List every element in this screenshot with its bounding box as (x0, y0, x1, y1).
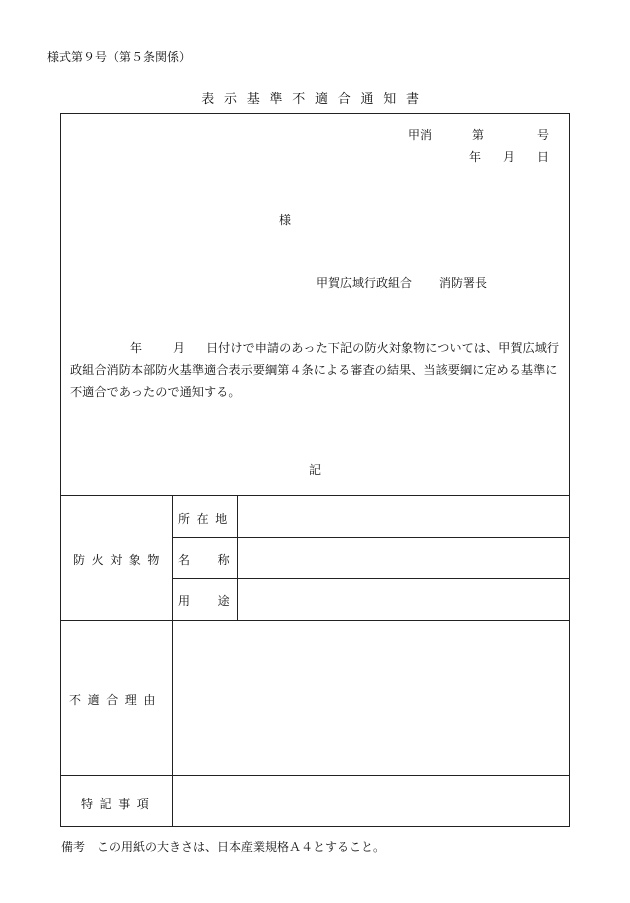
table-top-line (60, 495, 570, 496)
reason-label: 不適合理由 (69, 693, 163, 707)
date-month: 月 (503, 150, 516, 164)
row-divider-1 (172, 537, 570, 538)
date-year: 年 (469, 150, 482, 164)
body-year: 年 (130, 341, 143, 355)
object-label: 防火対象物 (73, 553, 167, 567)
ki-label: 記 (309, 463, 322, 477)
body-line-2: 政組合消防本部防火基準適合表示要綱第４条による審査の結果、当該要綱に定める基準に (70, 363, 558, 377)
body-line-3: 不適合であったので通知する。 (70, 385, 241, 399)
footnote: 備考 この用紙の大きさは、日本産業規格Ａ４とすること。 (61, 840, 386, 854)
row-label-name (178, 551, 258, 568)
row-divider-4 (60, 775, 570, 776)
body-line-1: 日付けで申請のあった下記の防火対象物については、甲賀広域行 (206, 341, 560, 355)
row-divider-2 (172, 578, 570, 579)
addressee-suffix: 様 (279, 213, 292, 227)
row-divider-3 (60, 620, 570, 621)
notes-label: 特記事項 (81, 797, 156, 811)
document-title: 表示基準不適合通知書 (201, 92, 429, 107)
body-month: 月 (173, 341, 186, 355)
table-vline-main (172, 495, 173, 826)
row-label-name-text: 名称 (178, 553, 258, 567)
sender-title: 消防署長 (439, 276, 488, 290)
date-day: 日 (537, 150, 550, 164)
sender-organization: 甲賀広域行政組合 (316, 276, 413, 290)
doc-number-go: 号 (537, 128, 550, 142)
doc-number-dai: 第 (472, 128, 485, 142)
doc-number-prefix: 甲消 (408, 128, 433, 142)
form-number: 様式第９号（第５条関係） (47, 50, 192, 64)
row-label-use-text: 用途 (178, 594, 258, 608)
row-label-location: 所在地 (178, 512, 234, 526)
row-label-use (178, 592, 258, 609)
